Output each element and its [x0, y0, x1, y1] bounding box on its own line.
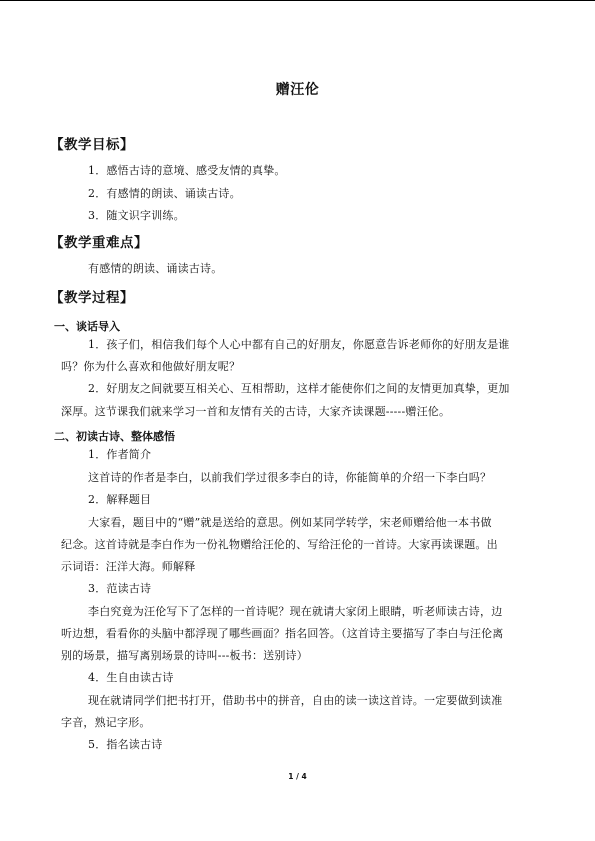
part2-s1-title: 1．作者简介: [88, 448, 152, 461]
part2-s3-line2: 听边想，看看你的头脑中都浮现了哪些画面？指名回答。（这首诗主要描写了李白与汪伦离: [61, 627, 504, 640]
document-title: 赠汪伦: [275, 82, 320, 98]
part2-s2-line3: 示词语：汪洋大海。师解释: [61, 560, 196, 573]
part1-p1-line2: 吗？你为什么喜欢和他做好朋友呢？: [61, 360, 241, 373]
goal-item-1: 1．感悟古诗的意境、感受友情的真挚。: [88, 164, 286, 177]
goals-heading: 【教学目标】: [50, 137, 134, 153]
part2-s2-line2: 纪念。这首诗就是李白作为一份礼物赠给汪伦的、写给汪伦的一首诗。大家再读课题。出: [61, 538, 498, 551]
part2-s2-line1: 大家看，题目中的“赠”就是送给的意思。例如某同学转学，宋老师赠给他一本书做: [88, 516, 492, 529]
part2-s4-line2: 字音，熟记字形。: [61, 716, 151, 729]
part1-p1-line1: 1．孩子们，相信我们每个人心中都有自己的好朋友，你愿意告诉老师你的好朋友是谁: [88, 338, 510, 351]
part2-s4-line1: 现在就请同学们把书打开，借助书中的拼音，自由的读一读这首诗。一定要做到读准: [88, 694, 503, 707]
part2-s2-title: 2．解释题目: [88, 493, 152, 506]
key-points-heading: 【教学重难点】: [50, 235, 148, 251]
part2-s3-line1: 李白究竟为汪伦写下了怎样的一首诗呢？现在就请大家闭上眼睛，听老师读古诗，边: [88, 605, 503, 618]
part2-s3-title: 3．范读古诗: [88, 582, 152, 595]
goal-item-2: 2．有感情的朗读、诵读古诗。: [88, 187, 241, 200]
process-heading: 【教学过程】: [50, 290, 134, 306]
part2-s1-line1: 这首诗的作者是李白，以前我们学过很多李白的诗，你能简单的介绍一下李白吗？: [88, 471, 492, 484]
page-number: 1 / 4: [288, 772, 307, 781]
goal-item-3: 3．随文识字训练。: [88, 209, 185, 222]
part2-s5-title: 5．指名读古诗: [88, 738, 163, 751]
part1-p2-line1: 2．好朋友之间就要互相关心、互相帮助，这样才能使你们之间的友情更加真挚，更加: [88, 382, 510, 395]
part1-p2-line2: 深厚。这节课我们就来学习一首和友情有关的古诗，大家齐读课题-----赠汪伦。: [61, 405, 451, 418]
key-points-text: 有感情的朗读、诵读古诗。: [88, 262, 223, 275]
part2-s4-title: 4．生自由读古诗: [88, 671, 174, 684]
part2-heading: 二、初读古诗、整体感悟: [54, 430, 175, 443]
part2-s3-line3: 别的场景，描写离别场景的诗叫---板书：送别诗）: [61, 649, 308, 662]
part1-heading: 一、谈话导入: [54, 320, 120, 333]
